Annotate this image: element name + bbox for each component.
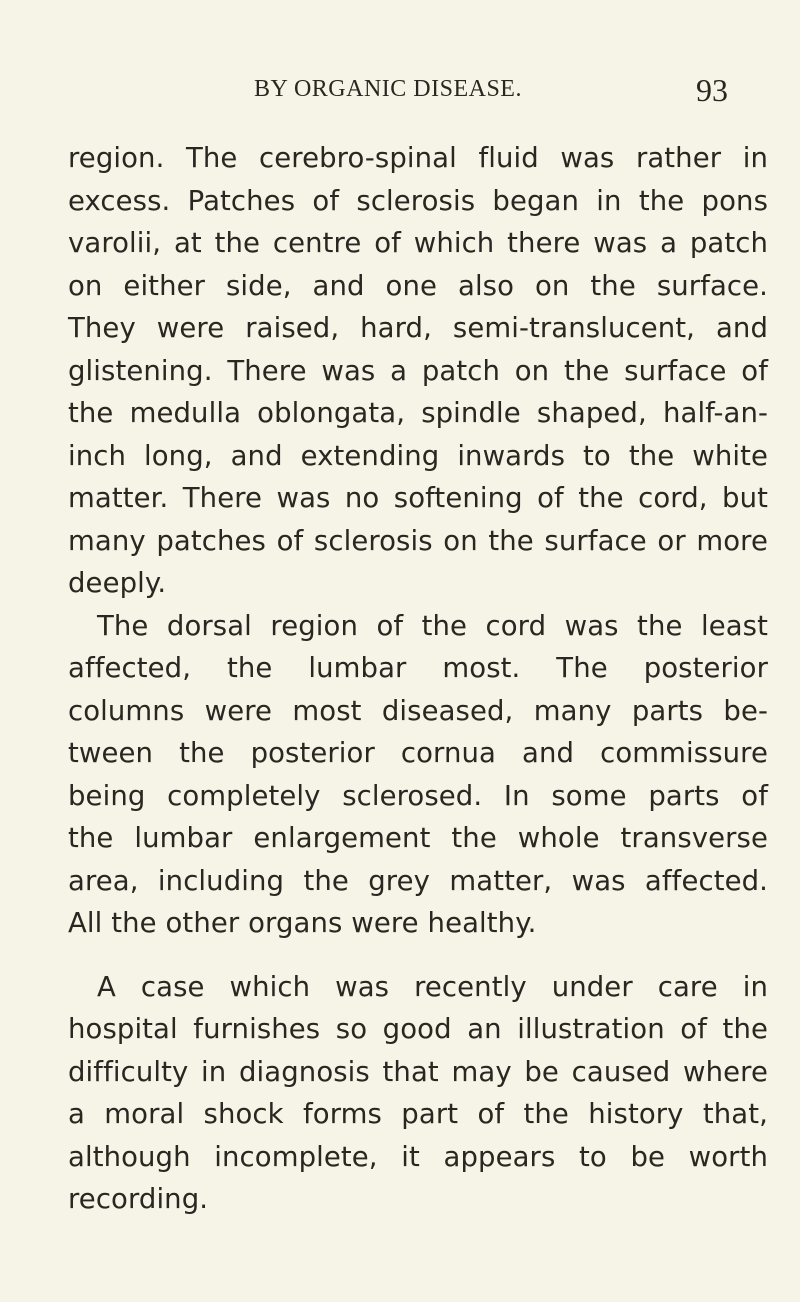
text-line: many patches of sclerosis on the surface or more	[68, 524, 768, 557]
body-text	[68, 137, 768, 1221]
text-line: hospital furnishes so good an illustration of the	[68, 1013, 768, 1045]
paragraph-1	[68, 137, 768, 605]
text-line: recording.	[68, 1183, 209, 1215]
text-line: inch long, and extending inwards to the white	[68, 439, 768, 472]
text-line: the lumbar enlargement the whole transverse	[68, 822, 768, 854]
page-number: 93	[696, 72, 728, 108]
text-line: A case which was recently under care in	[97, 970, 768, 1003]
text-line: matter. There was no softening of the cord, but	[68, 482, 768, 514]
text-line: region. The cerebro-spinal fluid was rather in	[68, 142, 768, 174]
text-line: All the other organs were healthy.	[68, 907, 537, 939]
text-line: They were raised, hard, semi-translucent, and	[68, 312, 768, 344]
running-head	[0, 72, 800, 112]
paragraph-2	[68, 605, 768, 945]
text-line: although incomplete, it appears to be worth	[68, 1140, 768, 1173]
text-line: being completely sclerosed. In some parts of	[68, 779, 768, 812]
running-title: BY ORGANIC DISEASE.	[254, 76, 522, 102]
text-line: a moral shock forms part of the history that,	[68, 1098, 768, 1130]
text-line: glistening. There was a patch on the surface of	[68, 354, 768, 387]
text-line: difficulty in diagnosis that may be caused where	[68, 1055, 768, 1088]
paragraph-3	[68, 966, 768, 1221]
text-line: The dorsal region of the cord was the least	[97, 609, 768, 642]
text-line: on either side, and one also on the surface.	[68, 269, 768, 302]
paragraph-gap	[68, 945, 768, 966]
text-line: area, including the grey matter, was affected.	[68, 864, 768, 897]
text-line: varolii, at the centre of which there was a patch	[68, 227, 768, 259]
text-line: columns were most diseased, many parts be-	[68, 694, 768, 727]
text-line: tween the posterior cornua and commissure	[68, 737, 768, 769]
text-line: affected, the lumbar most. The posterior	[68, 652, 768, 684]
text-line: excess. Patches of sclerosis began in the pons	[68, 184, 768, 217]
text-line: deeply.	[68, 567, 167, 599]
text-line: the medulla oblongata, spindle shaped, half-an-	[68, 397, 768, 429]
